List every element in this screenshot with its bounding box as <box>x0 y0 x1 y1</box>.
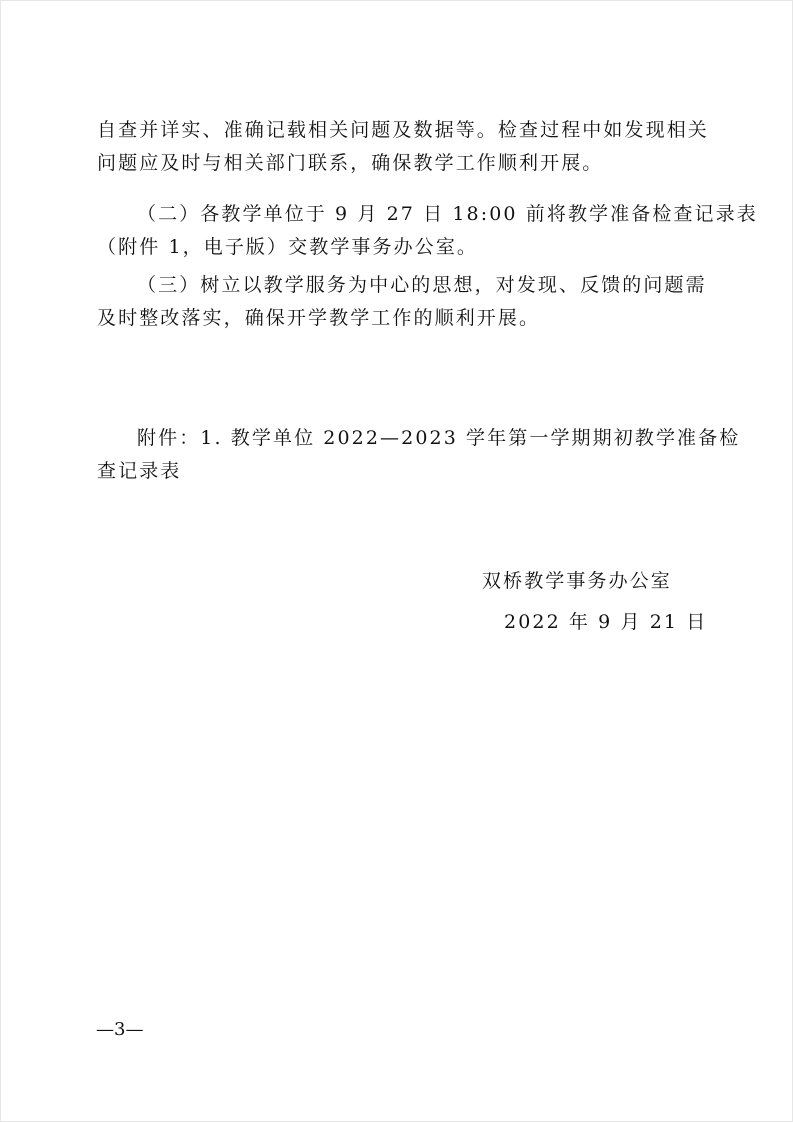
paragraph-line: 自查并详实、准确记载相关问题及数据等。检查过程中如发现相关 <box>97 119 709 141</box>
item-three-paragraph <box>97 269 709 335</box>
paragraph-line: （三）树立以教学服务为中心的思想，对发现、反馈的问题需 <box>137 274 707 296</box>
signature-date: 2022 年 9 月 21 日 <box>504 611 708 633</box>
paragraph-line: （二）各教学单位于 9 月 27 日 18:00 前将教学准备检查记录表 <box>137 203 758 225</box>
signature-organization: 双桥教学事务办公室 <box>482 570 672 592</box>
attachment-line: 查记录表 <box>97 460 182 482</box>
paragraph-continuation <box>97 114 709 180</box>
page-number: —3— <box>96 1019 144 1040</box>
item-two-paragraph <box>97 198 758 264</box>
paragraph-line: （附件 1，电子版）交教学事务办公室。 <box>97 236 479 258</box>
paragraph-line: 及时整改落实，确保开学教学工作的顺利开展。 <box>97 307 541 329</box>
attachment-note <box>97 422 741 488</box>
attachment-line: 附件：1. 教学单位 2022—2023 学年第一学期期初教学准备检 <box>137 427 741 449</box>
paragraph-line: 问题应及时与相关部门联系，确保教学工作顺利开展。 <box>97 152 604 174</box>
